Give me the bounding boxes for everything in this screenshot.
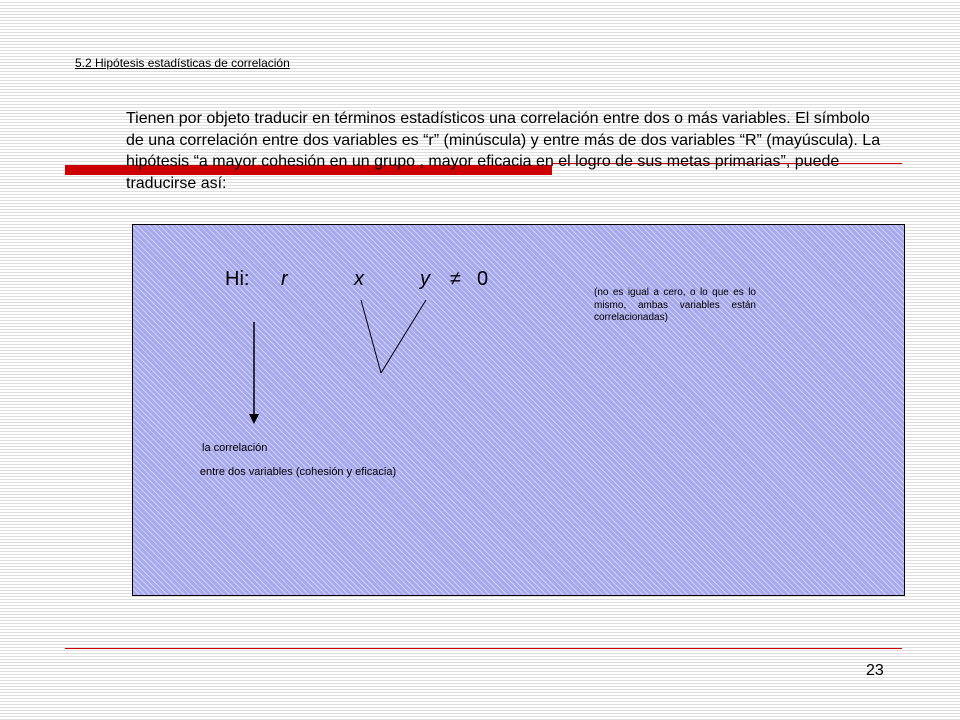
page-number: 23 [866,662,884,679]
formula-y-symbol: y [420,268,430,290]
caption-variables: entre dos variables (cohesión y eficacia) [199,466,397,478]
formula-prefix: Hi: [225,268,250,290]
red-divider-bottom [65,648,902,649]
formula-zero: 0 [477,268,489,290]
formula-note: (no es igual a cero, o lo que es lo mismo, ambas variables están correlacionadas) [594,287,756,323]
formula-x-symbol: x [354,268,364,290]
section-heading: 5.2 Hipótesis estadísticas de correlación [75,56,290,70]
formula-r-symbol: r [281,268,288,290]
formula-not-equal-symbol: ≠ [450,268,461,290]
caption-correlation: la correlación [202,442,268,454]
body-paragraph: Tienen por objeto traducir en términos estadísticos una correlación entre dos o más variables. El símbolo de una correlación entre dos variables es “r” (minúscula) y entre más de dos variables “R” (mayúscula). La hipótesis “a mayor cohesión en un grupo , mayor eficacia en el logro de sus metas primarias”, puede traducirse así: [126,110,881,192]
